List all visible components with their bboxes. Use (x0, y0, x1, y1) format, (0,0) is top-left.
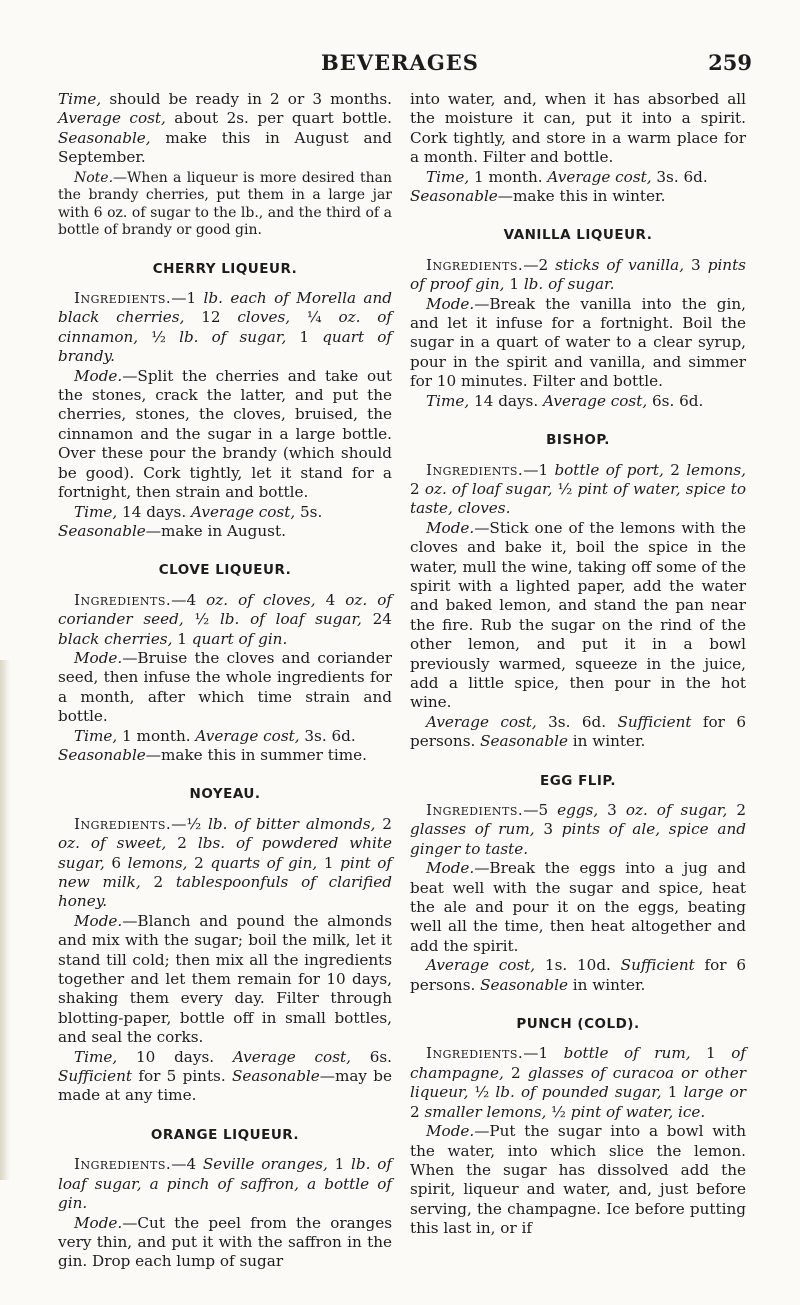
time-cherry: Time, 14 days. Average cost, 5s. (74, 502, 323, 521)
recipe-title-punch-cold: PUNCH (COLD). (516, 1016, 640, 1033)
page-number: 259 (708, 50, 752, 75)
recipe-title-egg-flip: EGG FLIP. (540, 772, 616, 789)
season-orange: Seasonable—make this in winter. (410, 187, 666, 206)
time-clove: Time, 1 month. Average cost, 3s. 6d. (74, 726, 356, 745)
recipe-title-clove-liqueur: CLOVE LIQUEUR. (158, 562, 292, 579)
note-paragraph: Note.—When a liqueur is more desired than the brandy cherries, put them in a large jar with 6 oz. of sugar to the lb., and the third of a bottle of brandy or good gin. (58, 169, 392, 239)
ingredients-punch: Ingredients.—1 bottle of rum, 1 of champagne, 2 glasses of curacoa or other liqueur, ½ lb. of pounded sugar, 1 large or 2 smaller lemons, ½ pint of water, ice. (410, 1044, 746, 1121)
mode-cherry: Mode.—Split the cherries and take out the stones, crack the latter, and put the cherries, stones, the cloves, bruised, the cinnamon and the sugar in a large bottle. Over these pour the brandy (which should be good). Cork tightly, let it stand for a fortnight, then strain and bottle. (58, 366, 392, 502)
left-column (58, 90, 392, 1272)
mode-egg-flip: Mode.—Break the eggs into a jug and beat well with the sugar and spice, heat the ale and pour it on the eggs, beating well all the time, then heat altogether and add the spirit. (410, 859, 746, 955)
ingredients-clove: Ingredients.—4 oz. of cloves, 4 oz. of coriander seed, ½ lb. of loaf sugar, 24 black cherries, 1 quart of gin. (58, 590, 392, 648)
continued-text: into water, and, when it has absorbed all the moisture it can, put it into a spirit. Cork tightly, and store in a warm place for a month. Filter and bottle. (410, 90, 746, 167)
ingredients-vanilla: Ingredients.—2 sticks of vanilla, 3 pints of proof gin, 1 lb. of sugar. (410, 255, 746, 294)
running-title: BEVERAGES (321, 50, 479, 75)
mode-noyeau: Mode.—Blanch and pound the almonds and mix with the sugar; boil the milk, let it stand till cold; then mix all the ingredients together and let them remain for 10 days, shaking them every day. Filter through blotting-paper, bottle off in small bottles, and seal the corks. (58, 911, 392, 1047)
right-column (410, 90, 746, 1239)
time-orange: Time, 1 month. Average cost, 3s. 6d. (426, 167, 708, 186)
ingredients-egg-flip: Ingredients.—5 eggs, 3 oz. of sugar, 2 glasses of rum, 3 pints of ale, spice and ginger to taste. (410, 801, 746, 858)
mode-clove: Mode.—Bruise the cloves and coriander seed, then infuse the whole ingredients for a month, after which time strain and bottle. (58, 648, 392, 726)
page-edge-shadow (0, 660, 10, 1180)
recipe-title-bishop: BISHOP. (546, 432, 610, 449)
time-paragraph: Time, should be ready in 2 or 3 months. Average cost, about 2s. per quart bottle. Seasonable, make this in August and September. (58, 90, 392, 167)
cost-egg-flip: Average cost, 1s. 10d. Sufficient for 6 persons. Seasonable in winter. (410, 956, 746, 994)
ingredients-orange: Ingredients.—4 Seville oranges, 1 lb. of loaf sugar, a pinch of saffron, a bottle of gin. (58, 1155, 392, 1213)
season-clove: Seasonable—make this in summer time. (58, 745, 367, 764)
time-vanilla: Time, 14 days. Average cost, 6s. 6d. (426, 391, 704, 410)
mode-vanilla: Mode.—Break the vanilla into the gin, and let it infuse for a fortnight. Boil the sugar in a quart of water to a clear syrup, pour in the spirit and vanilla, and simmer for 10 minutes. Filter and bottle. (410, 294, 746, 391)
mode-bishop: Mode.—Stick one of the lemons with the cloves and bake it, boil the spice in the water, mull the wine, taking off some of the spirit with a lighted paper, add the water and baked lemon, and stand the pan near the fire. Rub the sugar on the rind of the other lemon, and put it in a bowl previously warmed, squeeze in the juice, add a little spice, then pour in the hot wine. (410, 518, 746, 712)
cost-bishop: Average cost, 3s. 6d. Sufficient for 6 persons. Seasonable in winter. (410, 712, 746, 751)
ingredients-bishop: Ingredients.—1 bottle of port, 2 lemons, 2 oz. of loaf sugar, ½ pint of water, spice to taste, cloves. (410, 460, 746, 518)
ingredients-noyeau: Ingredients.—½ lb. of bitter almonds, 2 oz. of sweet, 2 lbs. of powdered white sugar, 6 lemons, 2 quarts of gin, 1 pint of new milk, 2 tablespoonfuls of clarified honey. (58, 814, 392, 911)
recipe-title-vanilla-liqueur: VANILLA LIQUEUR. (503, 227, 653, 244)
running-head (0, 50, 800, 80)
mode-punch: Mode.—Put the sugar into a bowl with the water, into which slice the lemon. When the sugar has dissolved add the spirit, liqueur and water, and, just before serving, the champagne. Ice before putting this last in, or if (410, 1122, 746, 1238)
season-cherry: Seasonable—make in August. (58, 521, 286, 540)
time-noyeau: Time, 10 days. Average cost, 6s. Sufficient for 5 pints. Seasonable—may be made at any time. (58, 1047, 392, 1105)
recipe-title-orange-liqueur: ORANGE LIQUEUR. (150, 1126, 300, 1143)
mode-orange: Mode.—Cut the peel from the oranges very thin, and put it with the saffron in the gin. Drop each lump of sugar (58, 1213, 392, 1271)
recipe-title-noyeau: NOYEAU. (189, 786, 261, 803)
recipe-title-cherry-liqueur: CHERRY LIQUEUR. (152, 260, 298, 277)
ingredients-cherry: Ingredients.—1 lb. each of Morella and black cherries, 12 cloves, ¼ oz. of cinnamon, ½ lb. of sugar, 1 quart of brandy. (58, 289, 392, 366)
